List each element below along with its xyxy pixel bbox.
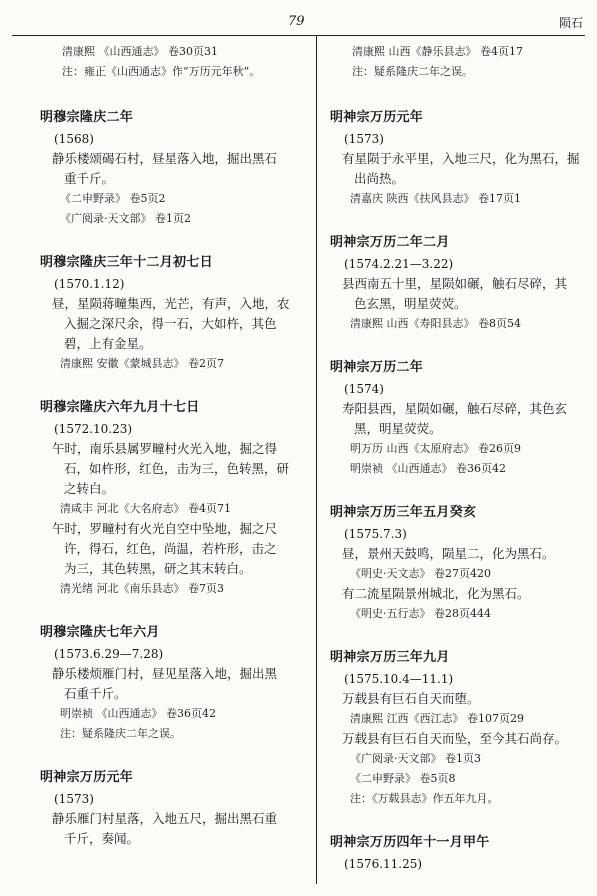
record-text-line: 之转白。 [64,481,115,496]
record-text-line: 出尚热。 [354,171,405,186]
record-heading: 明神宗万历三年五月癸亥 [330,505,477,520]
record-body [330,689,592,809]
record-date: (1572.10.23) [54,422,133,436]
record-entry [40,251,306,374]
record-text-line: 黑，明星荧荧。 [354,421,442,436]
record-date: (1576.11.25) [344,857,423,871]
citation-line: 注：雍正《山西通志》作“万历元年秋”。 [62,65,261,78]
record-heading: 明穆宗隆庆二年 [40,110,134,125]
record-body [40,149,306,229]
record-date: (1575.7.3) [344,527,407,541]
record-heading: 明神宗万历四年十一月甲午 [330,835,490,850]
record-body [330,149,592,209]
record-date: (1574) [344,382,384,396]
record-heading: 明穆宗隆庆三年十二月初七日 [40,255,213,270]
citation-line: 清康熙 《山西通志》 卷30页31 [62,45,218,58]
record-entry [40,621,306,744]
record-text-line: 午时，南乐县属罗疃村火光入地，掘之得 [52,441,278,456]
record-heading: 明神宗万历元年 [330,110,424,125]
citation-line: 清咸丰 河北《大名府志》 卷4页71 [60,502,231,515]
record-text-line: 有二流星陨景州城北，化为黑石。 [342,586,530,601]
record-text-line: 午时，罗疃村有火光自空中坠地，掘之尺 [52,521,278,536]
page-number: 79 [288,14,305,29]
record-text-line: 静乐雁门村星落，入地五尺，掘出黑石重 [52,811,278,826]
record-body [40,439,306,599]
citation-line: 清康熙 山西《寿阳县志》 卷8页54 [350,317,521,330]
record-entry [330,501,592,624]
record-date: (1573) [344,132,384,146]
citation-line: 清康熙 江西《西江志》 卷107页29 [350,712,524,725]
record-text-line: 重千斤。 [64,171,115,186]
citation-line: 《明史·天文志》 卷27页420 [350,567,491,580]
record-entry [330,231,592,334]
record-body [40,294,306,374]
record-entry [330,831,592,874]
record-body [330,544,592,624]
record-heading: 明穆宗隆庆六年九月十七日 [40,400,200,415]
record-body [330,399,592,479]
citation-line: 《广阅录·天文部》 卷1页2 [60,212,191,225]
citation-line: 清康熙 安徽《蒙城县志》 卷2页7 [60,357,224,370]
citation-line: 清光绪 河北《南乐县志》 卷7页3 [60,582,224,595]
record-date: (1573) [54,792,94,806]
left-column [40,42,306,871]
citation-line: 注：《万载县志》作五年九月。 [350,792,499,805]
record-text-line: 石重千斤。 [64,686,127,701]
citation-line: 清嘉庆 陕西《扶风县志》 卷17页1 [350,192,521,205]
section-title: 陨石 [558,16,583,30]
record-text-line: 千斤，奏闻。 [64,831,140,846]
top-continuation [40,42,306,82]
record-text-line: 许，得石，红色，尚温，若杵形，击之 [64,541,277,556]
record-body [40,809,306,849]
record-text-line: 寿阳县西，星陨如碾，触石尽碎，其色玄 [342,401,568,416]
record-text-line: 色玄黑，明星荧荧。 [354,296,467,311]
record-heading: 明神宗万历三年九月 [330,650,450,665]
record-text-line: 万载县有巨石自天而堕。 [342,691,480,706]
column-divider [316,36,317,884]
record-text-line: 静乐楼烦雁门村，昼见星落入地，掘出黑 [52,666,278,681]
citation-line: 清康熙 山西《静乐县志》 卷4页17 [352,45,523,58]
record-date: (1573.6.29—7.28) [54,647,164,661]
record-heading: 明神宗万历二年二月 [330,235,450,250]
record-text-line: 县西南五十里，星陨如碾，触石尽碎，其 [342,276,568,291]
record-heading: 明神宗万历二年 [330,360,424,375]
record-entry [330,356,592,479]
record-text-line: 石，如杵形，红色，击为三，色转黑，研 [64,461,290,476]
record-entry [40,106,306,229]
record-entry [330,646,592,809]
citation-line: 《明史·五行志》 卷28页444 [350,607,491,620]
record-date: (1568) [54,132,94,146]
record-date: (1575.10.4—11.1) [344,672,454,686]
record-text-line: 昼，景州天鼓鸣，陨星二，化为黑石。 [342,546,555,561]
record-text-line: 有星陨于永平里，入地三尺，化为黑石，掘 [342,151,580,166]
citation-line: 《广阅录·天文部》 卷1页3 [350,752,481,765]
record-entry [330,106,592,209]
citation-line: 《二申野录》 卷5页2 [60,192,166,205]
record-date: (1574.2.21—3.22) [344,257,454,271]
record-body [40,664,306,744]
record-heading: 明神宗万历元年 [40,770,134,785]
record-heading: 明穆宗隆庆七年六月 [40,625,160,640]
citation-line: 注：疑系隆庆二年之误。 [352,65,473,78]
record-body [330,274,592,334]
record-text-line: 碧，上有金星。 [64,336,152,351]
citation-line: 明万历 山西《太原府志》 卷26页9 [350,442,521,455]
right-column [330,42,592,896]
record-text-line: 入掘之深尺余，得一石，大如杵，其色 [64,316,277,331]
record-text-line: 静乐楼颂碣石村，昼星落入地，掘出黑石 [52,151,278,166]
citation-line: 明崇祯 《山西通志》 卷36页42 [60,707,216,720]
record-text-line: 为三，其色转黑，研之其末转白。 [64,561,252,576]
record-entry [40,766,306,849]
record-text-line: 昼，星陨蒋疃集西，光芒，有声，入地，农 [52,296,290,311]
citation-line: 注：疑系隆庆二年之误。 [60,727,181,740]
record-text-line: 万载县有巨石自天而坠，至今其石尚存。 [342,731,568,746]
record-date: (1570.1.12) [54,277,125,291]
citation-line: 《二申野录》 卷5页8 [350,772,456,785]
record-entry [40,396,306,599]
header-rule [12,35,585,36]
top-continuation [330,42,592,82]
citation-line: 明崇祯 《山西通志》 卷36页42 [350,462,506,475]
